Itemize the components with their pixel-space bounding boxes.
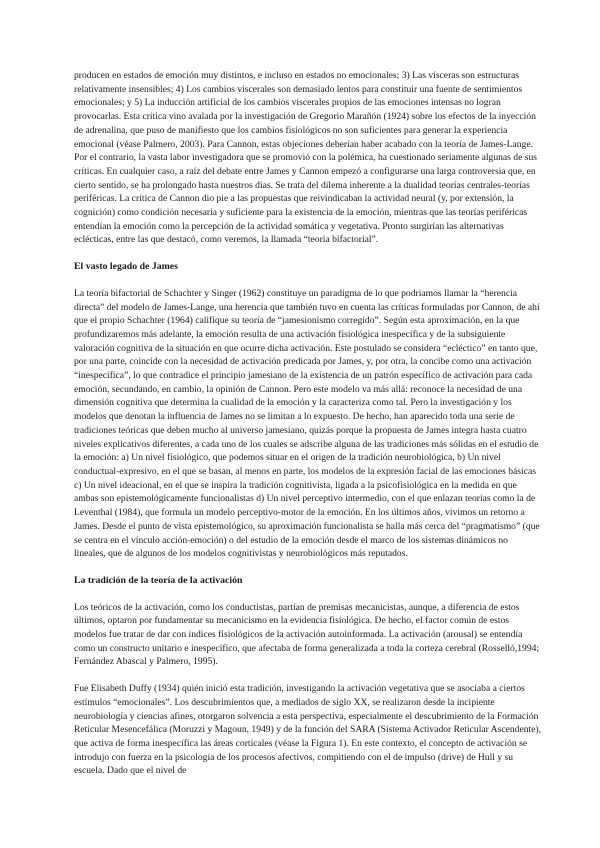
body-paragraph: Fue Elisabeth Duffy (1934) quién inició esta tradición, investigando la activación vegetativa que se asociaba a ciertos estímulos “emocionales”. Los descubrimientos que, a mediados de siglo XX, se realizaron desde la incipiente neurobiología y ciencias afines, otorgaron solvencia a esta perspectiva, especialmente el descubrimiento de la Formación Reticular Mesencefálica (Moruzzi y Magoun, 1949) y de la función del SARA (Sistema Activador Reticular Ascendente), que activa de forma inespecífica las áreas corticales (véase la Figura 1). En este contexto, el concepto de activación se introdujo con fuerza en la psicología de los procesos afectivos, compitiendo con el de impulso (drive) de Hull y su escuela. Dado que el nivel de — [74, 683, 542, 777]
section-heading-legado-james: El vasto legado de James — [74, 261, 178, 273]
body-paragraph: producen en estados de emoción muy distintos, e incluso en estados no emocionales; 3) Las vísceras son estructuras relativamente insensibles; 4) Los cambios viscerales son demasiado lentos para constituir una fuente de sentimientos emocionales; y 5) La inducción artificial de los cambios viscerales propios de las emociones intensas no logran provocarlas. Esta crítica vino avalada por la investigación de Gregorio Marañón (1924) sobre los efectos de la inyección de adrenalina, que puso de manifiesto que los cambios fisiológicos no son suficientes para generar la experiencia emocional (véase Palmero, 2003). Para Cannon, estas objeciones deberían haber acabado con la teoría de James-Lange. Por el contrario, la vasta labor investigadora que se promovió con la polémica, ha cuestionado seriamente algunas de sus críticas. En cualquier caso, a raíz del debate entre James y Cannon empezó a configurarse una larga controversia que, en cierto sentido, se ha prolongado hasta nuestros días. Se trata del dilema inherente a la dualidad teorías centrales-teorías periféricas. La crítica de Cannon dio pie a las propuestas que reivindicaban la actividad neural (y, por extensión, la cognición) como condición necesaria y suficiente para la existencia de la emoción, mientras que las teorías periféricas entendían la emoción como la percepción de la actividad somática y vegetativa. Pronto surgirían las alternativas eclécticas, entre las que destacó, como veremos, la llamada “teoría bifactorial”. — [74, 70, 538, 246]
body-paragraph: La teoría bifactorial de Schachter y Singer (1962) constituye un paradigma de lo que podríamos llamar la “herencia directa” del modelo de James-Lange, una herencia que también tuvo en cuenta las críticas formuladas por Cannon, de ahí que el propio Schachter (1964) califique su teoría de “jamesionismo corregido”. Según esta aproximación, en la que profundizaremos más adelante, la emoción resulta de una activación fisiológica inespecífica y de la subsiguiente valoración cognitiva de la situación en que ocurre dicha activación. Este postulado se considera “ecléctico” en tanto que, por una parte, coincide con la necesidad de activación predicada por James, y, por otra, la concibe como una activación “inespecífica”, lo que contradice el principio jamesiano de la existencia de un patrón específico de activación para cada emoción, secundando, en cambio, la opinión de Cannon. Pero este modelo va más allá: reconoce la necesidad de una dimensión cognitiva que determina la cualidad de la emoción y la caracteriza como tal. Pero la investigación y los modelos que denotan la influencia de James no se limitan a lo expuesto. De hecho, han aparecido toda una serie de tradiciones teóricas que deben mucho al universo jamesiano, quizás porque la propuesta de James integra hasta cuatro niveles explicativos diferentes, a cada uno de los cuales se adscribe alguna de las tradiciones más sólidas en el estudio de la emoción: a) Un nivel fisiológico, que podemos situar en el origen de la tradición neurobiológica, b) Un nivel conductual-expresivo, en el que se basan, al menos en parte, los modelos de la expresión facial de las emociones básicas c) Un nivel ideacional, en el que se inspira la tradición cognitivista, ligada a la psicofisiológica en la medida en que ambas son epistemológicamente funcionalistas d) Un nivel perceptivo intermedio, con el que enlazan teorías como la de Leventhal (1984), que formula un modelo perceptivo-motor de la emoción. En los últimos años, vivimos un retorno a James. Desde el punto de vista epistemológico, su aproximación funcionalista se halla más cerca del “pragmatismo” (que se centra en el vínculo acción-emoción) o del estudio de la emoción desde el marco de los sistemas dinámicos no lineales, que de algunos de los modelos cognitivistas y neurobiológicos más reputados. — [74, 287, 540, 560]
body-paragraph: Los teóricos de la activación, como los conductistas, partían de premisas mecanicistas, aunque, a diferencia de estos últimos, optaron por fundamentar su mecanicismo en la evidencia fisiológica. De hecho, el factor común de estos modelos fue tratar de dar con índices fisiológicos de la activación autoinformada. La activación (arousal) se entendía como un constructo unitario e inespecífico, que afectaba de forma generalizada a toda la corteza cerebral (Rosselló,1994; Fernández Abascal y Palmero, 1995). — [74, 601, 540, 668]
section-heading-teoria-activacion: La tradición de la teoría de la activación — [74, 574, 243, 586]
